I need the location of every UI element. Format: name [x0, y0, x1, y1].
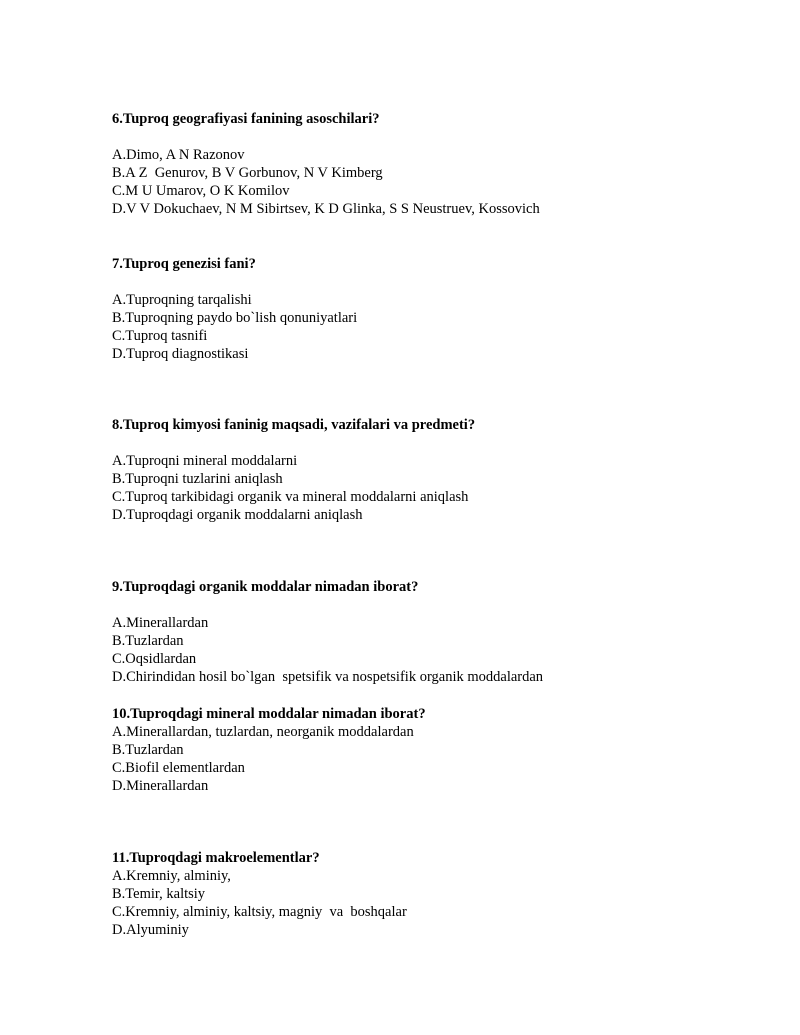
answer-option: C.Tuproq tasnifi — [112, 328, 208, 344]
answer-option: A.Minerallardan — [112, 615, 209, 631]
answer-option: C.M U Umarov, O K Komilov — [112, 183, 290, 199]
answer-option: A.Dimo, A N Razonov — [112, 147, 245, 163]
answer-option: C.Tuproq tarkibidagi organik va mineral moddalarni aniqlash — [112, 489, 469, 505]
answer-option: B.A Z Genurov, B V Gorbunov, N V Kimberg — [112, 165, 383, 181]
answer-option: A.Tuproqni mineral moddalarni — [112, 453, 298, 469]
question-block-7 — [112, 255, 772, 363]
question-title: 11.Tuproqdagi makroelementlar? — [112, 850, 320, 866]
answer-option: D.Tuproqdagi organik moddalarni aniqlash — [112, 507, 363, 523]
answer-option: D.Chirindidan hosil bo`lgan spetsifik va nospetsifik organik moddalardan — [112, 669, 544, 685]
question-title: 10.Tuproqdagi mineral moddalar nimadan iborat? — [112, 706, 426, 722]
question-title: 6.Tuproq geografiyasi fanining asoschilari? — [112, 111, 380, 127]
question-title: 9.Tuproqdagi organik moddalar nimadan iborat? — [112, 579, 419, 595]
answer-option: C.Biofil elementlardan — [112, 760, 245, 776]
answer-option: A.Kremniy, alminiy, — [112, 868, 231, 884]
answer-option: B.Tuproqni tuzlarini aniqlash — [112, 471, 283, 487]
spacer — [112, 434, 772, 452]
question-block-6 — [112, 110, 772, 218]
answer-option: A.Minerallardan, tuzlardan, neorganik moddalardan — [112, 724, 414, 740]
answer-option: B.Tuproqning paydo bo`lish qonuniyatlari — [112, 310, 358, 326]
answer-option: B.Temir, kaltsiy — [112, 886, 206, 902]
question-title: 8.Tuproq kimyosi faninig maqsadi, vazifalari va predmeti? — [112, 417, 476, 433]
question-title: 7.Tuproq genezisi fani? — [112, 256, 256, 272]
answer-option: C.Kremniy, alminiy, kaltsiy, magniy va boshqalar — [112, 904, 407, 920]
question-block-9 — [112, 578, 772, 686]
question-block-11 — [112, 849, 772, 939]
spacer — [112, 273, 772, 291]
question-block-10 — [112, 705, 772, 795]
answer-option: D.Alyuminiy — [112, 922, 189, 938]
answer-option: D.V V Dokuchaev, N M Sibirtsev, K D Glinka, S S Neustruev, Kossovich — [112, 201, 540, 217]
answer-option: C.Oqsidlardan — [112, 651, 197, 667]
spacer — [112, 128, 772, 146]
spacer — [112, 596, 772, 614]
answer-option: D.Minerallardan — [112, 778, 209, 794]
answer-option: A.Tuproqning tarqalishi — [112, 292, 252, 308]
question-block-8 — [112, 416, 772, 524]
answer-option: B.Tuzlardan — [112, 633, 184, 649]
answer-option: D.Tuproq diagnostikasi — [112, 346, 249, 362]
answer-option: B.Tuzlardan — [112, 742, 184, 758]
